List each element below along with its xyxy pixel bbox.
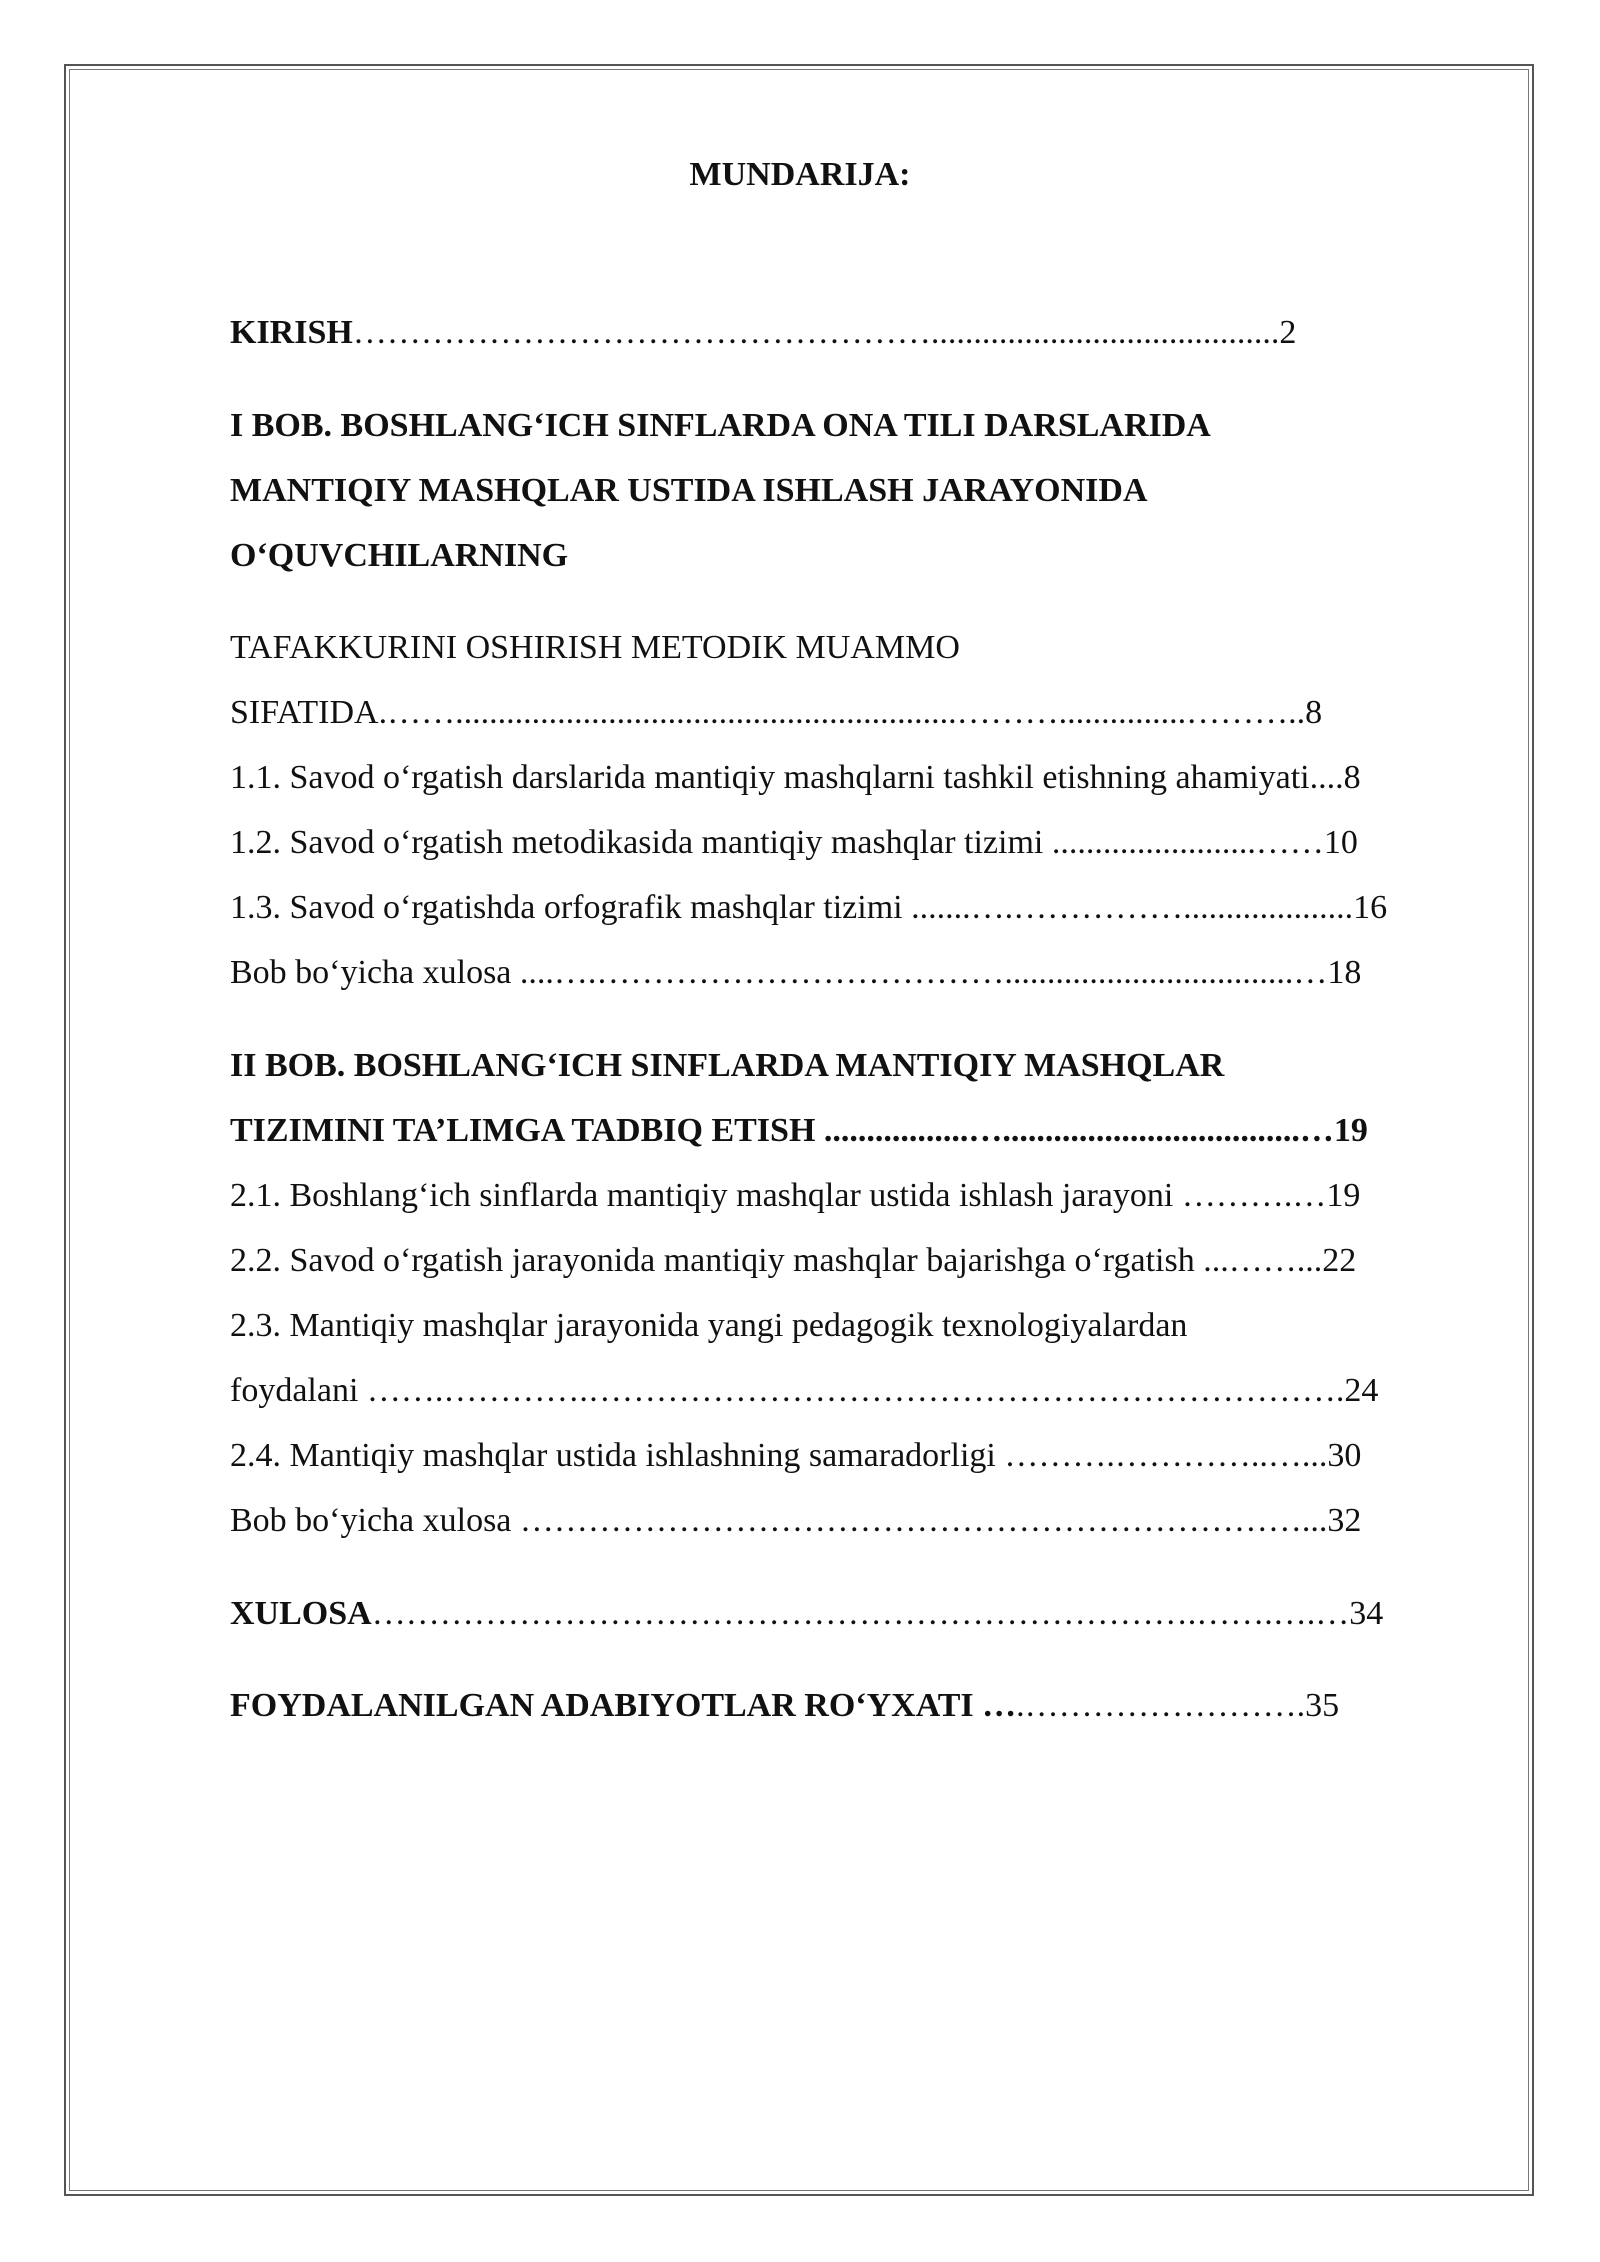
toc-leader: …………………………………………….........................................2 (352, 314, 1297, 351)
toc-entry-references (230, 1684, 1339, 1728)
toc-section-2-3-line-1: 2.3. Mantiqiy mashqlar jarayonida yangi pedagogik texnologiyalardan (230, 1307, 1188, 1344)
toc-chapter-2-line-2: TIZIMINI TA’LIMGA TADBIQ ETISH .................…...................................…19 (230, 1112, 1368, 1149)
toc-entry-xulosa (230, 1592, 1383, 1636)
toc-entry-label: KIRISH (230, 314, 353, 351)
toc-section-1-2: 1.2. Savod o‘rgatish metodikasida mantiqiy mashqlar tizimi ........................……10 (230, 824, 1358, 861)
toc-chapter-1-line-3: O‘QUVCHILARNING (230, 537, 569, 574)
toc-chapter-1-line-2: MANTIQIY MASHQLAR USTIDA ISHLASH JARAYONIDA (230, 472, 1148, 509)
toc-entry-kirish (230, 311, 1296, 355)
toc-section-2-2: 2.2. Savod o‘rgatish jarayonida mantiqiy mashqlar bajarishga o‘rgatish ...……...22 (230, 1242, 1357, 1279)
toc-leader: ……………………………………………………………….…….….…34 (371, 1595, 1384, 1632)
toc-leader: .…………………….35 (1016, 1687, 1340, 1724)
page-title: MUNDARIJA: (689, 156, 911, 193)
toc-section-1-1: 1.1. Savod o‘rgatish darslarida mantiqiy mashqlarni tashkil etishning ahamiyati....8 (230, 759, 1361, 796)
toc-section-2-3-line-2: foydalani …….………….………………………………………………………….24 (230, 1372, 1379, 1409)
toc-chapter-1-line-1: I BOB. BOSHLANG‘ICH SINFLARDA ONA TILI DARSLARIDA (230, 407, 1211, 444)
toc-section-1-3: 1.3. Savod o‘rgatishda orfografik mashqlar tizimi .......….……………....................16 (230, 889, 1388, 926)
toc-chapter-1-line-4: TAFAKKURINI OSHIRISH METODIK MUAMMO (230, 629, 960, 666)
toc-chapter-1-line-5: SIFATIDA.……...........................................................………...............………..8 (230, 694, 1323, 731)
toc-entry-label: FOYDALANILGAN ADABIYOTLAR RO‘YXATI … (230, 1687, 1017, 1724)
toc-section-2-4: 2.4. Mantiqiy mashqlar ustida ishlashning samaradorligi ……….…………..…...30 (230, 1437, 1362, 1474)
toc-entry-label: XULOSA (230, 1595, 372, 1632)
toc-section-2-1: 2.1. Boshlang‘ich sinflarda mantiqiy mashqlar ustida ishlash jarayoni ……….…19 (230, 1177, 1361, 1214)
toc-chapter-2-line-1: II BOB. BOSHLANG‘ICH SINFLARDA MANTIQIY MASHQLAR (230, 1047, 1225, 1084)
toc-chapter-2-summary: Bob bo‘yicha xulosa ……………………………………………………………...32 (230, 1502, 1362, 1539)
toc-chapter-1-summary: Bob bo‘yicha xulosa ....….………………………………..................................…18 (230, 954, 1362, 991)
